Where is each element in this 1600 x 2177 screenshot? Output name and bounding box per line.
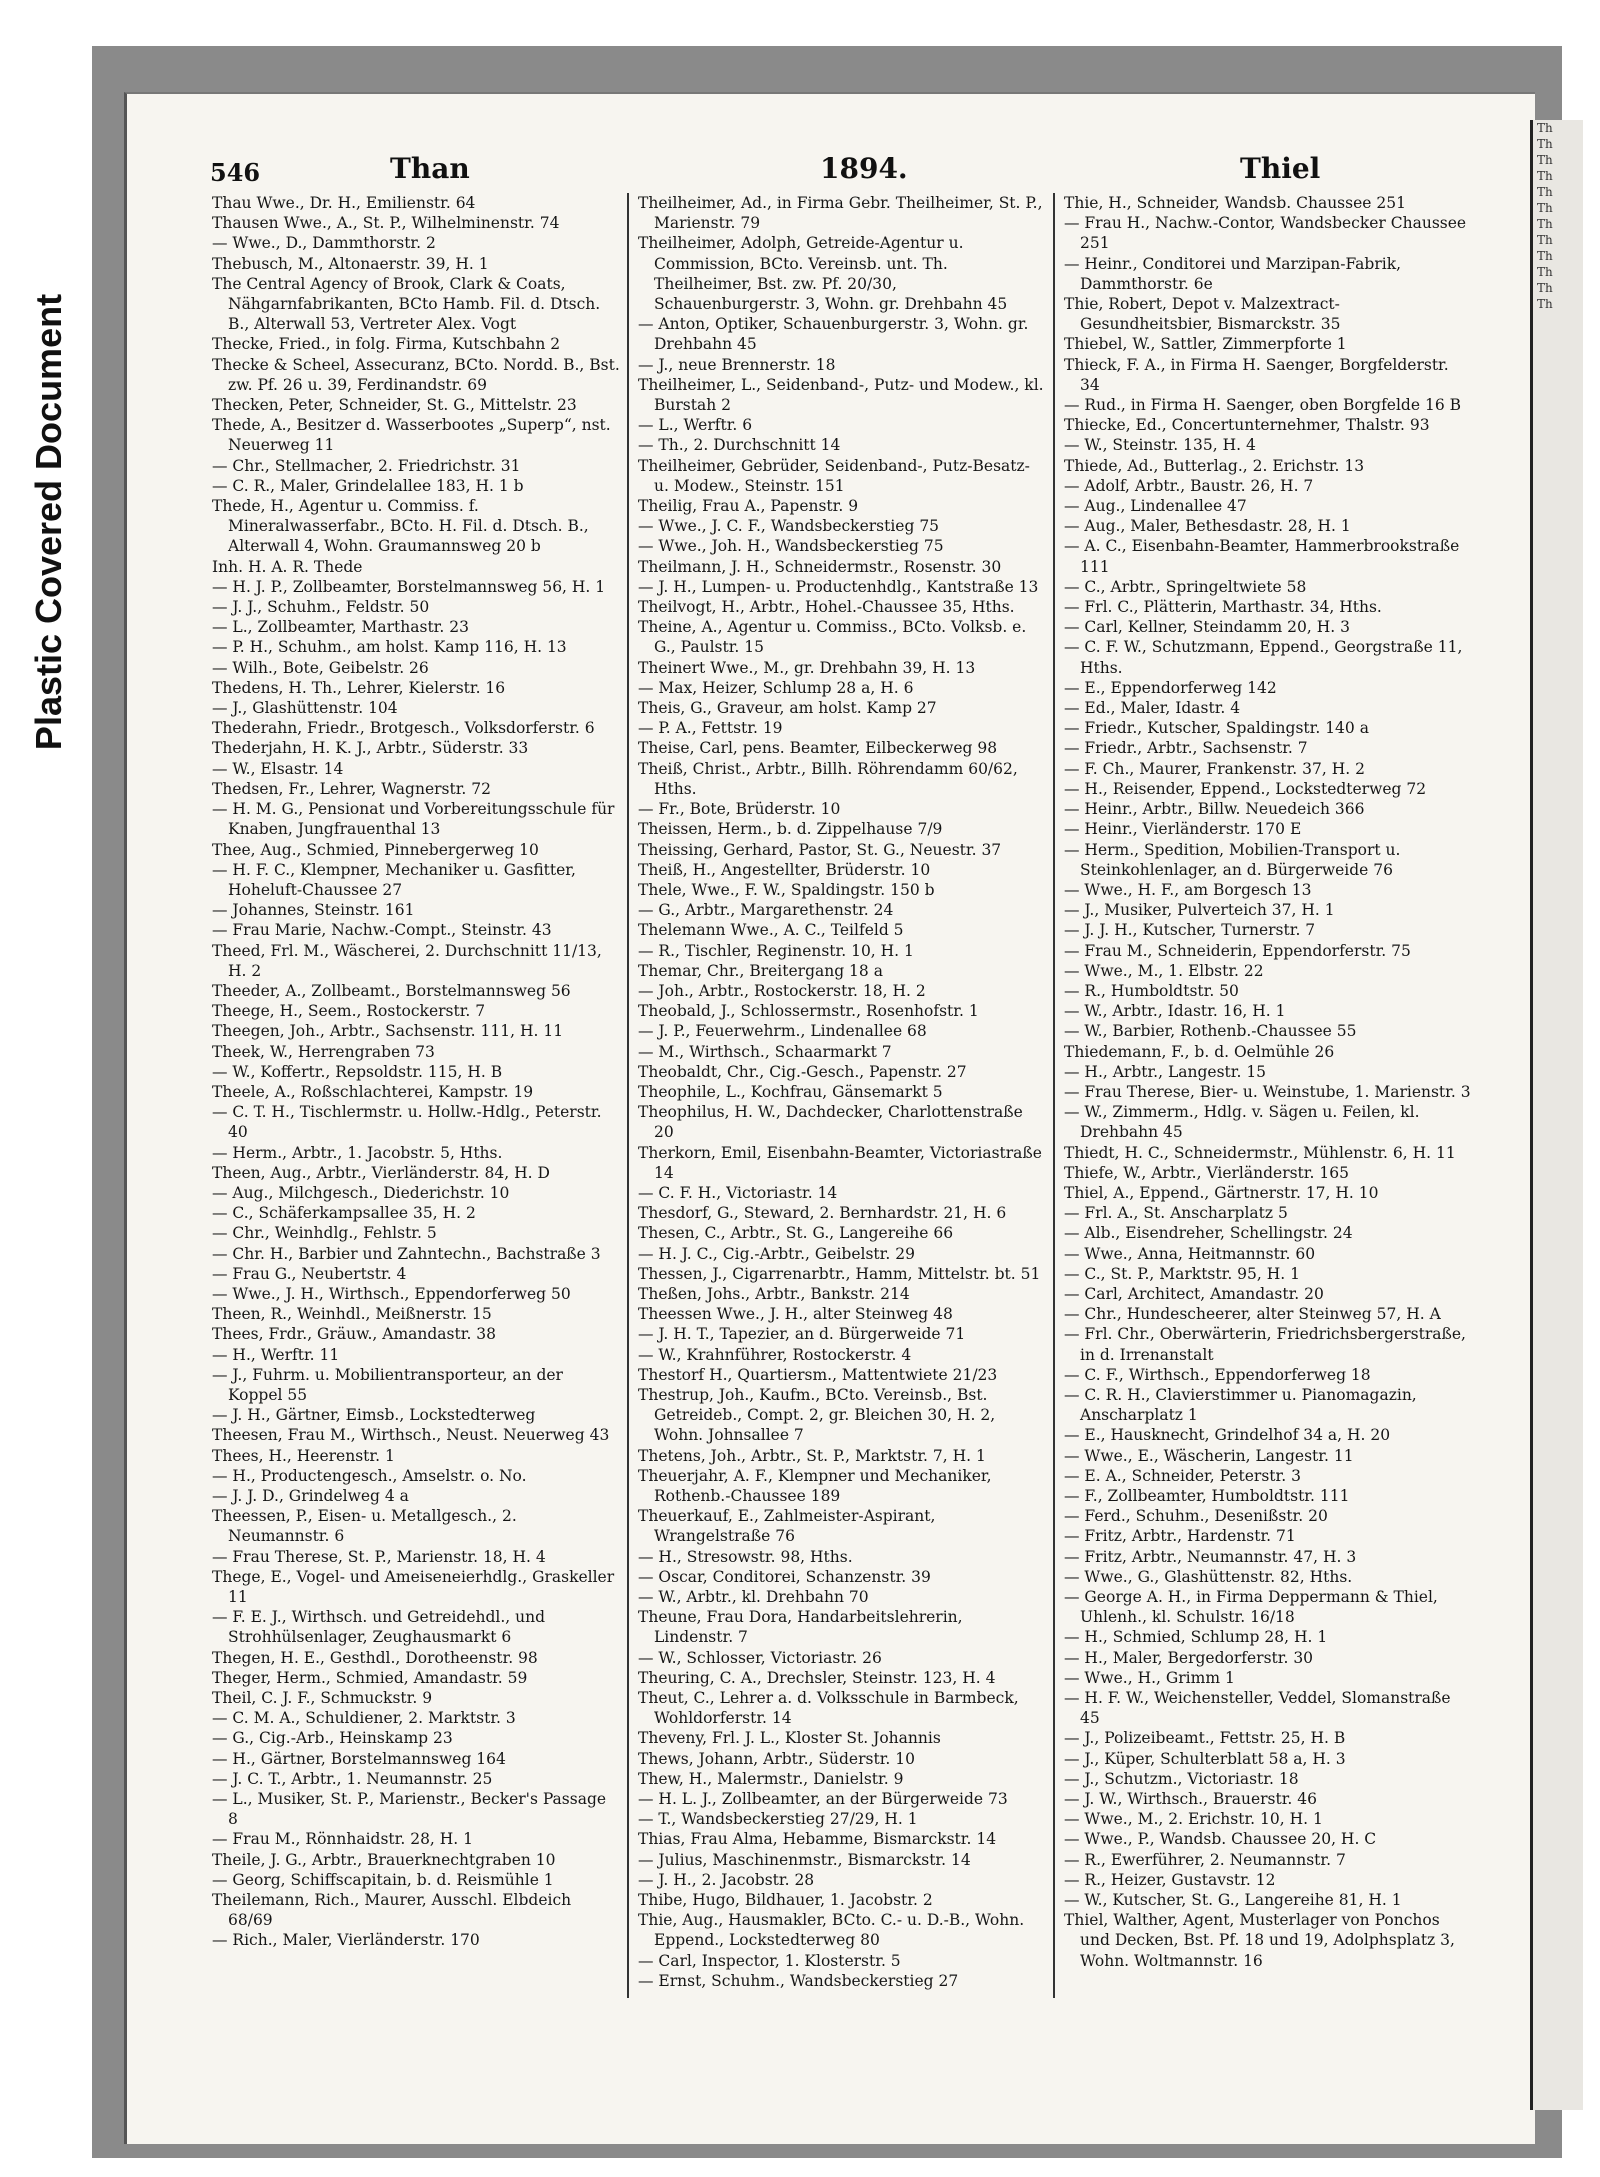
directory-entry: — L., Musiker, St. P., Marienstr., Becker's Passage 8 [212, 1790, 607, 1829]
directory-entry: — Frau M., Rönnhaidstr. 28, H. 1 [212, 1830, 474, 1849]
next-page-edge [1530, 120, 1583, 2110]
directory-entry: Thecke, Fried., in folg. Firma, Kutschbahn 2 [212, 335, 561, 354]
directory-entry: Thiefe, W., Arbtr., Vierländerstr. 165 [1064, 1163, 1349, 1182]
directory-entry: — Chr., Hundescheerer, alter Steinweg 57, H. A [1064, 1305, 1441, 1324]
directory-entry: Thecken, Peter, Schneider, St. G., Mittelstr. 23 [212, 396, 577, 415]
directory-entry: Theophile, L., Kochfrau, Gänsemarkt 5 [638, 1082, 943, 1101]
directory-entry: Theele, A., Roßschlachterei, Kampstr. 19 [212, 1082, 534, 1101]
directory-entry: Theveny, Frl. J. L., Kloster St. Johannis [638, 1729, 941, 1748]
directory-entry: — R., Tischler, Reginenstr. 10, H. 1 [638, 941, 914, 960]
directory-entry: — E. A., Schneider, Peterstr. 3 [1064, 1466, 1301, 1485]
directory-entry: — G., Cig.-Arb., Heinskamp 23 [212, 1729, 453, 1748]
directory-entry: — C. M. A., Schuldiener, 2. Marktstr. 3 [212, 1709, 516, 1728]
directory-entry: — Frau M., Schneiderin, Eppendorferstr. 75 [1064, 941, 1411, 960]
directory-entry: Thiedt, H. C., Schneidermstr., Mühlenstr. 6, H. 11 [1064, 1143, 1456, 1162]
directory-entry: — Anton, Optiker, Schauenburgerstr. 3, Wohn. gr. Drehbahn 45 [638, 315, 1029, 354]
directory-entry: — Wwe., J. H., Wirthsch., Eppendorferweg 50 [212, 1284, 571, 1303]
directory-entry: Theßen, Johs., Arbtr., Bankstr. 214 [638, 1284, 910, 1303]
directory-entry: Thiebel, W., Sattler, Zimmerpforte 1 [1064, 335, 1347, 354]
edge-fragment: Th [1537, 297, 1553, 311]
directory-entry: Thede, H., Agentur u. Commiss. f. Mineralwasserfabr., BCto. H. Fil. d. Dtsch. B., Alterwall 4, Wohn. Graumannsweg 20 b [212, 497, 589, 556]
directory-entry: — M., Wirthsch., Schaarmarkt 7 [638, 1042, 892, 1061]
directory-entry: — Wwe., E., Wäscherin, Langestr. 11 [1064, 1446, 1354, 1465]
directory-entry: Thessen, J., Cigarrenarbtr., Hamm, Mittelstr. bt. 51 [638, 1264, 1041, 1283]
directory-entry: Thie, H., Schneider, Wandsb. Chaussee 251 [1064, 194, 1406, 212]
directory-entry: — T., Wandsbeckerstieg 27/29, H. 1 [638, 1810, 918, 1829]
directory-entry: — C. R., Maler, Grindelallee 183, H. 1 b [212, 476, 524, 495]
directory-entry: Thiedemann, F., b. d. Oelmühle 26 [1064, 1042, 1335, 1061]
directory-entry: — W., Schlosser, Victoriastr. 26 [638, 1648, 882, 1667]
directory-entry: Thee, Aug., Schmied, Pinnebergerweg 10 [212, 840, 539, 859]
directory-entry: — Frau Therese, St. P., Marienstr. 18, H. 4 [212, 1547, 546, 1566]
directory-entry: Thecke & Scheel, Assecuranz, BCto. Nordd. B., Bst. zw. Pf. 26 u. 39, Ferdinandstr. 69 [212, 355, 620, 394]
directory-entry: — Carl, Kellner, Steindamm 20, H. 3 [1064, 618, 1350, 637]
edge-fragment: Th [1537, 249, 1553, 263]
directory-entry: — F. E. J., Wirthsch. und Getreidehdl., und Strohhülsenlager, Zeughausmarkt 6 [212, 1608, 546, 1647]
directory-entry: Thie, Robert, Depot v. Malzextract-Gesundheitsbier, Bismarckstr. 35 [1064, 295, 1341, 334]
directory-entry: — Ed., Maler, Idastr. 4 [1064, 699, 1241, 718]
directory-entry: — J. H. T., Tapezier, an d. Bürgerweide 71 [638, 1325, 966, 1344]
directory-entry: — Chr., Stellmacher, 2. Friedrichstr. 31 [212, 456, 521, 475]
directory-entry: — Chr., Weinhdlg., Fehlstr. 5 [212, 1224, 437, 1243]
directory-entry: — J., Musiker, Pulverteich 37, H. 1 [1064, 901, 1335, 920]
directory-entry: — Fritz, Arbtr., Neumannstr. 47, H. 3 [1064, 1547, 1357, 1566]
directory-entry: Theegen, Joh., Arbtr., Sachsenstr. 111, H. 11 [212, 1022, 564, 1041]
plastic-covered-label [14, 252, 84, 792]
headword-left: Than [390, 152, 470, 185]
directory-entry: Theilheimer, Ad., in Firma Gebr. Theilheimer, St. P., Marienstr. 79 [638, 194, 1043, 233]
directory-entry: — E., Eppendorferweg 142 [1064, 678, 1277, 697]
directory-entry: Thege, E., Vogel- und Ameiseneierhdlg., Graskeller 11 [212, 1567, 615, 1607]
directory-entry: — C. F. W., Schutzmann, Eppend., Georgstraße 11, Hths. [1064, 638, 1463, 677]
directory-entry: — Wwe., M., 2. Erichstr. 10, H. 1 [1064, 1810, 1323, 1829]
directory-entry: Theilmann, J. H., Schneidermstr., Rosenstr. 30 [638, 557, 1002, 576]
directory-entry: Thiecke, Ed., Concertunternehmer, Thalstr. 93 [1064, 416, 1430, 435]
directory-entry: — Heinr., Conditorei und Marzipan-Fabrik, Dammthorstr. 6e [1064, 254, 1402, 293]
directory-entry: — Wwe., J. C. F., Wandsbeckerstieg 75 [638, 517, 940, 536]
directory-entry: — Frau H., Nachw.-Contor, Wandsbecker Chaussee 251 [1064, 214, 1467, 253]
edge-fragment: Th [1537, 137, 1553, 151]
directory-entry: — W., Kutscher, St. G., Langereihe 81, H. 1 [1064, 1891, 1402, 1910]
directory-entry: — Carl, Inspector, 1. Klosterstr. 5 [638, 1951, 901, 1970]
directory-entry: Theed, Frl. M., Wäscherei, 2. Durchschnitt 11/13, H. 2 [212, 941, 602, 980]
directory-entry: — Friedr., Kutscher, Spaldingstr. 140 a [1064, 719, 1369, 738]
directory-entry: — Frau Marie, Nachw.-Compt., Steinstr. 43 [212, 921, 552, 940]
directory-entry: — J. P., Feuerwehrm., Lindenallee 68 [638, 1022, 927, 1041]
directory-entry: — Frl. A., St. Anscharplatz 5 [1064, 1204, 1288, 1223]
directory-entry: — C., Schäferkampsallee 35, H. 2 [212, 1204, 476, 1223]
directory-entry: Theilemann, Rich., Maurer, Ausschl. Elbdeich 68/69 [212, 1891, 572, 1930]
directory-entry: — R., Heizer, Gustavstr. 12 [1064, 1870, 1276, 1889]
directory-entry: — Th., 2. Durchschnitt 14 [638, 436, 841, 455]
directory-entry: — H. L. J., Zollbeamter, an der Bürgerweide 73 [638, 1790, 1008, 1809]
directory-entry: Theek, W., Herrengraben 73 [212, 1042, 435, 1061]
directory-entry: — Herm., Spedition, Mobilien-Transport u. Steinkohlenlager, an d. Bürgerweide 76 [1064, 840, 1401, 879]
directory-entry: — J. J. H., Kutscher, Turnerstr. 7 [1064, 921, 1316, 940]
directory-entry: Theuring, C. A., Drechsler, Steinstr. 123, H. 4 [638, 1668, 996, 1687]
edge-fragment: Th [1537, 185, 1553, 199]
directory-entry: Theiß, Christ., Arbtr., Billh. Röhrendamm 60/62, Hths. [638, 759, 1018, 798]
directory-entry: Theinert Wwe., M., gr. Drehbahn 39, H. 13 [638, 658, 976, 677]
directory-entry: — C., St. P., Marktstr. 95, H. 1 [1064, 1264, 1300, 1283]
directory-entry: Inh. H. A. R. Thede [212, 557, 363, 576]
directory-entry: Theophilus, H. W., Dachdecker, Charlottenstraße 20 [638, 1103, 1023, 1142]
directory-entry: — J., Glashüttenstr. 104 [212, 699, 398, 718]
directory-entry: — P. A., Fettstr. 19 [638, 719, 783, 738]
directory-entry: — H., Arbtr., Langestr. 15 [1064, 1062, 1267, 1081]
directory-entry: — Wwe., H., Grimm 1 [1064, 1668, 1235, 1687]
directory-entry: Thibe, Hugo, Bildhauer, 1. Jacobstr. 2 [638, 1891, 933, 1910]
directory-entry: — C., Arbtr., Springeltwiete 58 [1064, 577, 1307, 596]
column-1 [212, 193, 620, 1998]
directory-entry: Thede, A., Besitzer d. Wasserbootes „Superp“, nst. Neuerweg 11 [212, 416, 611, 455]
directory-entry: Theilheimer, Gebrüder, Seidenband-, Putz-Besatz- u. Modew., Steinstr. 151 [638, 456, 1030, 495]
directory-entry: Thedsen, Fr., Lehrer, Wagnerstr. 72 [212, 779, 491, 798]
directory-entry: — Georg, Schiffscapitain, b. d. Reismühle 1 [212, 1870, 554, 1889]
directory-entry: — H., Reisender, Eppend., Lockstedterweg 72 [1064, 779, 1427, 798]
directory-entry: — Wwe., G., Glashüttenstr. 82, Hths. [1064, 1567, 1353, 1586]
directory-entry: — Heinr., Vierländerstr. 170 E [1064, 820, 1302, 839]
directory-entry: — Frau G., Neubertstr. 4 [212, 1264, 407, 1283]
directory-entry: — L., Zollbeamter, Marthastr. 23 [212, 618, 469, 637]
directory-entry: Thedens, H. Th., Lehrer, Kielerstr. 16 [212, 678, 506, 697]
edge-fragment: Th [1537, 153, 1553, 167]
directory-entry: — Frl. Chr., Oberwärterin, Friedrichsbergerstraße, in d. Irrenanstalt [1064, 1325, 1466, 1364]
directory-entry: — J., Fuhrm. u. Mobilientransporteur, an der Koppel 55 [212, 1365, 563, 1404]
directory-entry: Theilheimer, L., Seidenband-, Putz- und Modew., kl. Burstah 2 [638, 375, 1044, 415]
page-header [210, 152, 1530, 192]
directory-entry: — W., Steinstr. 135, H. 4 [1064, 436, 1256, 455]
directory-entry: Theessen Wwe., J. H., alter Steinweg 48 [638, 1305, 953, 1324]
directory-entry: — W., Arbtr., Idastr. 16, H. 1 [1064, 1002, 1286, 1021]
directory-entry: — H. J. P., Zollbeamter, Borstelmannsweg 56, H. 1 [212, 577, 606, 596]
directory-entry: — C. F., Wirthsch., Eppendorferweg 18 [1064, 1365, 1371, 1384]
directory-entry: — P. H., Schuhm., am holst. Kamp 116, H. 13 [212, 638, 567, 657]
edge-fragment: Th [1537, 169, 1553, 183]
directory-entry: Theine, A., Agentur u. Commiss., BCto. Volksb. e. G., Paulstr. 15 [638, 618, 1027, 657]
directory-entry: — H. F. W., Weichensteller, Veddel, Slomanstraße 45 [1064, 1689, 1451, 1728]
directory-entry: Thees, H., Heerenstr. 1 [212, 1446, 395, 1465]
year-label: 1894. [820, 152, 908, 185]
directory-entry: Thews, Johann, Arbtr., Süderstr. 10 [638, 1749, 915, 1768]
directory-entry: — Aug., Maler, Bethesdastr. 28, H. 1 [1064, 517, 1351, 536]
directory-entry: — Aug., Milchgesch., Diederichstr. 10 [212, 1183, 510, 1202]
directory-entry: Thederahn, Friedr., Brotgesch., Volksdorferstr. 6 [212, 719, 595, 738]
directory-entry: Theile, J. G., Arbtr., Brauerknechtgraben 10 [212, 1850, 556, 1869]
directory-entry: — J. H., Gärtner, Eimsb., Lockstedterweg [212, 1406, 536, 1425]
directory-entry: — Chr. H., Barbier und Zahntechn., Bachstraße 3 [212, 1244, 601, 1263]
directory-entry: Theen, R., Weinhdl., Meißnerstr. 15 [212, 1305, 492, 1324]
directory-entry: — H., Productengesch., Amselstr. o. No. [212, 1466, 527, 1485]
edge-fragment: Th [1537, 201, 1553, 215]
directory-entry: — Wwe., Anna, Heitmannstr. 60 [1064, 1244, 1316, 1263]
directory-entry: — W., Arbtr., kl. Drehbahn 70 [638, 1588, 869, 1607]
edge-fragment: Th [1537, 281, 1553, 295]
page-number: 546 [210, 158, 261, 187]
directory-entry: Theger, Herm., Schmied, Amandastr. 59 [212, 1668, 528, 1687]
directory-entry: Thelemann Wwe., A. C., Teilfeld 5 [638, 921, 904, 940]
directory-entry: Thie, Aug., Hausmakler, BCto. C.- u. D.-B., Wohn. Eppend., Lockstedterweg 80 [638, 1911, 1025, 1950]
directory-entry: — Ferd., Schuhm., Desenißstr. 20 [1064, 1507, 1328, 1526]
directory-entry: — J., Schutzm., Victoriastr. 18 [1064, 1769, 1299, 1788]
directory-entry: — E., Hausknecht, Grindelhof 34 a, H. 20 [1064, 1426, 1391, 1445]
directory-entry: Theessen, P., Eisen- u. Metallgesch., 2. Neumannstr. 6 [212, 1507, 517, 1546]
directory-entry: — R., Humboldtstr. 50 [1064, 981, 1239, 1000]
directory-entry: Therkorn, Emil, Eisenbahn-Beamter, Victoriastraße 14 [638, 1143, 1042, 1182]
edge-fragment: Th [1537, 265, 1553, 279]
directory-entry: — H., Gärtner, Borstelmannsweg 164 [212, 1749, 506, 1768]
directory-entry: Theissen, Herm., b. d. Zippelhause 7/9 [638, 820, 943, 839]
directory-entry: — Wwe., P., Wandsb. Chaussee 20, H. C [1064, 1830, 1377, 1849]
directory-entry: — H., Maler, Bergedorferstr. 30 [1064, 1648, 1314, 1667]
edge-fragment: Th [1537, 233, 1553, 247]
directory-entry: — Wwe., D., Dammthorstr. 2 [212, 234, 436, 253]
column-3 [1064, 193, 1472, 1998]
directory-entry: Theuerjahr, A. F., Klempner und Mechaniker, Rothenb.-Chaussee 189 [638, 1466, 992, 1505]
directory-entry: — H. J. C., Cig.-Arbtr., Geibelstr. 29 [638, 1244, 915, 1263]
directory-entry: — R., Ewerführer, 2. Neumannstr. 7 [1064, 1850, 1346, 1869]
directory-entry: — J. J. D., Grindelweg 4 a [212, 1487, 409, 1505]
directory-entry: Thieck, F. A., in Firma H. Saenger, Borgfelderstr. 34 [1064, 355, 1449, 394]
directory-entry: — Adolf, Arbtr., Baustr. 26, H. 7 [1064, 476, 1314, 495]
directory-entry: — Frl. C., Plätterin, Marthastr. 34, Hths. [1064, 598, 1382, 617]
directory-entry: Thau Wwe., Dr. H., Emilienstr. 64 [212, 194, 476, 212]
directory-entry: Thesdorf, G., Steward, 2. Bernhardstr. 21, H. 6 [638, 1204, 1007, 1223]
directory-entry: — Rud., in Firma H. Saenger, oben Borgfelde 16 B [1064, 396, 1461, 415]
directory-entry: — J. W., Wirthsch., Brauerstr. 46 [1064, 1790, 1318, 1809]
directory-entry: Thestorf H., Quartiersm., Mattentwiete 21/23 [638, 1365, 998, 1384]
directory-entry: Thele, Wwe., F. W., Spaldingstr. 150 b [638, 880, 935, 899]
directory-entry: — W., Zimmerm., Hdlg. v. Sägen u. Feilen, kl. Drehbahn 45 [1064, 1103, 1420, 1142]
directory-entry: — Julius, Maschinenmstr., Bismarckstr. 14 [638, 1850, 971, 1869]
column-2 [638, 193, 1046, 1998]
directory-entry: Thias, Frau Alma, Hebamme, Bismarckstr. 14 [638, 1830, 997, 1849]
directory-entry: Thegen, H. E., Gesthdl., Dorotheenstr. 98 [212, 1648, 538, 1667]
directory-entry: — A. C., Eisenbahn-Beamter, Hammerbrookstraße 111 [1064, 537, 1460, 576]
directory-entry: — Oscar, Conditorei, Schanzenstr. 39 [638, 1567, 931, 1586]
directory-entry: — Friedr., Arbtr., Sachsenstr. 7 [1064, 739, 1308, 758]
directory-entry: Theilheimer, Adolph, Getreide-Agentur u. Commission, BCto. Vereinsb. unt. Th. Theilheimer, Bst. zw. Pf. 20/30, Schauenburgerstr. 3, Wohn. gr. Drehbahn 45 [638, 234, 1008, 314]
directory-entry: — Wilh., Bote, Geibelstr. 26 [212, 658, 429, 677]
directory-entry: — Carl, Architect, Amandastr. 20 [1064, 1284, 1324, 1303]
directory-entry: Thederjahn, H. K. J., Arbtr., Süderstr. 33 [212, 739, 529, 758]
directory-entry: — J. H., Lumpen- u. Productenhdlg., Kantstraße 13 [638, 577, 1039, 596]
directory-entry: — H. F. C., Klempner, Mechaniker u. Gasfitter, Hoheluft-Chaussee 27 [212, 860, 576, 899]
column-divider [1053, 193, 1055, 1998]
directory-entry: — Frau Therese, Bier- u. Weinstube, 1. Marienstr. 3 [1064, 1082, 1471, 1101]
directory-entry: — Herm., Arbtr., 1. Jacobstr. 5, Hths. [212, 1143, 503, 1162]
directory-entry: Thiel, A., Eppend., Gärtnerstr. 17, H. 10 [1064, 1183, 1379, 1202]
directory-entry: — H., Schmied, Schlump 28, H. 1 [1064, 1628, 1328, 1647]
directory-entry: — Aug., Lindenallee 47 [1064, 497, 1247, 516]
directory-entry: — Wwe., Joh. H., Wandsbeckerstieg 75 [638, 537, 944, 556]
directory-entry: Themar, Chr., Breitergang 18 a [638, 961, 883, 980]
directory-entry: Theiß, H., Angestellter, Brüderstr. 10 [638, 860, 931, 879]
directory-entry: — W., Krahnführer, Rostockerstr. 4 [638, 1345, 912, 1364]
directory-entry: — F., Zollbeamter, Humboldtstr. 111 [1064, 1487, 1350, 1505]
directory-entry: Theise, Carl, pens. Beamter, Eilbeckerweg 98 [638, 739, 998, 758]
directory-entry: — J. H., 2. Jacobstr. 28 [638, 1870, 815, 1889]
directory-entry: Theis, G., Graveur, am holst. Kamp 27 [638, 699, 937, 718]
directory-entry: — Fritz, Arbtr., Hardenstr. 71 [1064, 1527, 1296, 1546]
directory-entry: Theeder, A., Zollbeamt., Borstelmannsweg 56 [212, 981, 571, 1000]
directory-entry: — Alb., Eisendreher, Schellingstr. 24 [1064, 1224, 1353, 1243]
directory-entry: Thestrup, Joh., Kaufm., BCto. Vereinsb., Bst. Getreideb., Compt. 2, gr. Bleichen 30, H. 2, Wohn. Johnsallee 7 [638, 1385, 996, 1445]
directory-entry: — W., Barbier, Rothenb.-Chaussee 55 [1064, 1022, 1357, 1041]
headword-right: Thiel [1240, 152, 1321, 185]
directory-entry: Theut, C., Lehrer a. d. Volksschule in Barmbeck, Wohldorferstr. 14 [638, 1689, 1019, 1728]
edge-fragment: Th [1537, 217, 1553, 231]
directory-entry: Theege, H., Seem., Rostockerstr. 7 [212, 1002, 486, 1021]
directory-entry: — J. C. T., Arbtr., 1. Neumannstr. 25 [212, 1769, 493, 1788]
directory-entry: — J. J., Schuhm., Feldstr. 50 [212, 598, 430, 617]
directory-entry: — Johannes, Steinstr. 161 [212, 901, 415, 920]
directory-entry: — G., Arbtr., Margarethenstr. 24 [638, 901, 894, 920]
directory-entry: — C. T. H., Tischlermstr. u. Hollw.-Hdlg., Peterstr. 40 [212, 1103, 602, 1142]
directory-entry: — H. M. G., Pensionat und Vorbereitungsschule für Knaben, Jungfrauenthal 13 [212, 800, 615, 839]
directory-entry: — Joh., Arbtr., Rostockerstr. 18, H. 2 [638, 981, 926, 1000]
directory-entry: Thiede, Ad., Butterlag., 2. Erichstr. 13 [1064, 456, 1365, 475]
directory-entry: — Rich., Maler, Vierländerstr. 170 [212, 1931, 480, 1950]
directory-entry: — George A. H., in Firma Deppermann & Thiel, Uhlenh., kl. Schulstr. 16/18 [1064, 1588, 1438, 1627]
directory-entry: Thausen Wwe., A., St. P., Wilhelminenstr. 74 [212, 214, 560, 233]
directory-entry: — W., Koffertr., Repsoldstr. 115, H. B [212, 1062, 503, 1081]
directory-entry: — Heinr., Arbtr., Billw. Neuedeich 366 [1064, 800, 1365, 819]
directory-entry: — W., Elsastr. 14 [212, 759, 344, 778]
directory-entry: Thew, H., Malermstr., Danielstr. 9 [638, 1769, 904, 1788]
directory-entry: Theen, Aug., Arbtr., Vierländerstr. 84, H. D [212, 1163, 550, 1182]
directory-entry: Theesen, Frau M., Wirthsch., Neust. Neuerweg 43 [212, 1426, 610, 1445]
directory-entry: — Max, Heizer, Schlump 28 a, H. 6 [638, 678, 914, 697]
directory-entry: The Central Agency of Brook, Clark & Coats, Nähgarnfabrikanten, BCto Hamb. Fil. d. Dtsch. B., Alterwall 53, Vertreter Alex. Vogt [212, 274, 601, 334]
directory-entry: Thebusch, M., Altonaerstr. 39, H. 1 [212, 254, 489, 273]
directory-entry: Theilvogt, H., Arbtr., Hohel.-Chaussee 35, Hths. [638, 598, 1015, 617]
directory-entry: — Fr., Bote, Brüderstr. 10 [638, 800, 841, 819]
plastic-covered-text: Plastic Covered Document [28, 293, 70, 751]
directory-entry: — F. Ch., Maurer, Frankenstr. 37, H. 2 [1064, 759, 1365, 778]
directory-entry: Theobald, J., Schlossermstr., Rosenhofstr. 1 [638, 1002, 979, 1021]
directory-entry: — J., neue Brennerstr. 18 [638, 355, 836, 374]
directory-entry: — Wwe., M., 1. Elbstr. 22 [1064, 961, 1264, 980]
directory-entry: Theissing, Gerhard, Pastor, St. G., Neuestr. 37 [638, 840, 1002, 859]
directory-entry: Theuerkauf, E., Zahlmeister-Aspirant, Wrangelstraße 76 [638, 1507, 936, 1546]
directory-entry: Thees, Frdr., Gräuw., Amandastr. 38 [212, 1325, 497, 1344]
directory-entry: Thesen, C., Arbtr., St. G., Langereihe 66 [638, 1224, 954, 1243]
directory-entry: Thiel, Walther, Agent, Musterlager von Ponchos und Decken, Bst. Pf. 18 und 19, Adolphsplatz 3, Wohn. Woltmannstr. 16 [1064, 1911, 1455, 1970]
directory-entry: Theilig, Frau A., Papenstr. 9 [638, 497, 859, 516]
directory-entry: — Wwe., H. F., am Borgesch 13 [1064, 880, 1312, 899]
directory-entry: — J., Küper, Schulterblatt 58 a, H. 3 [1064, 1749, 1346, 1768]
directory-entry: Theune, Frau Dora, Handarbeitslehrerin, Lindenstr. 7 [638, 1608, 963, 1647]
directory-entry: — Ernst, Schuhm., Wandsbeckerstieg 27 [638, 1971, 959, 1990]
directory-entry: — H., Stresowstr. 98, Hths. [638, 1547, 853, 1566]
directory-entry: — H., Werftr. 11 [212, 1345, 340, 1364]
column-divider [627, 193, 629, 1998]
directory-entry: — L., Werftr. 6 [638, 416, 753, 435]
directory-entry: — J., Polizeibeamt., Fettstr. 25, H. B [1064, 1729, 1346, 1748]
directory-entry: Theobaldt, Chr., Cig.-Gesch., Papenstr. 27 [638, 1062, 967, 1081]
directory-entry: Thetens, Joh., Arbtr., St. P., Marktstr. 7, H. 1 [638, 1446, 986, 1465]
directory-entry: Theil, C. J. F., Schmuckstr. 9 [212, 1689, 433, 1708]
directory-entry: — C. R. H., Clavierstimmer u. Pianomagazin, Anscharplatz 1 [1064, 1385, 1417, 1425]
directory-entry: — C. F. H., Victoriastr. 14 [638, 1183, 838, 1202]
edge-fragment: Th [1537, 121, 1553, 135]
